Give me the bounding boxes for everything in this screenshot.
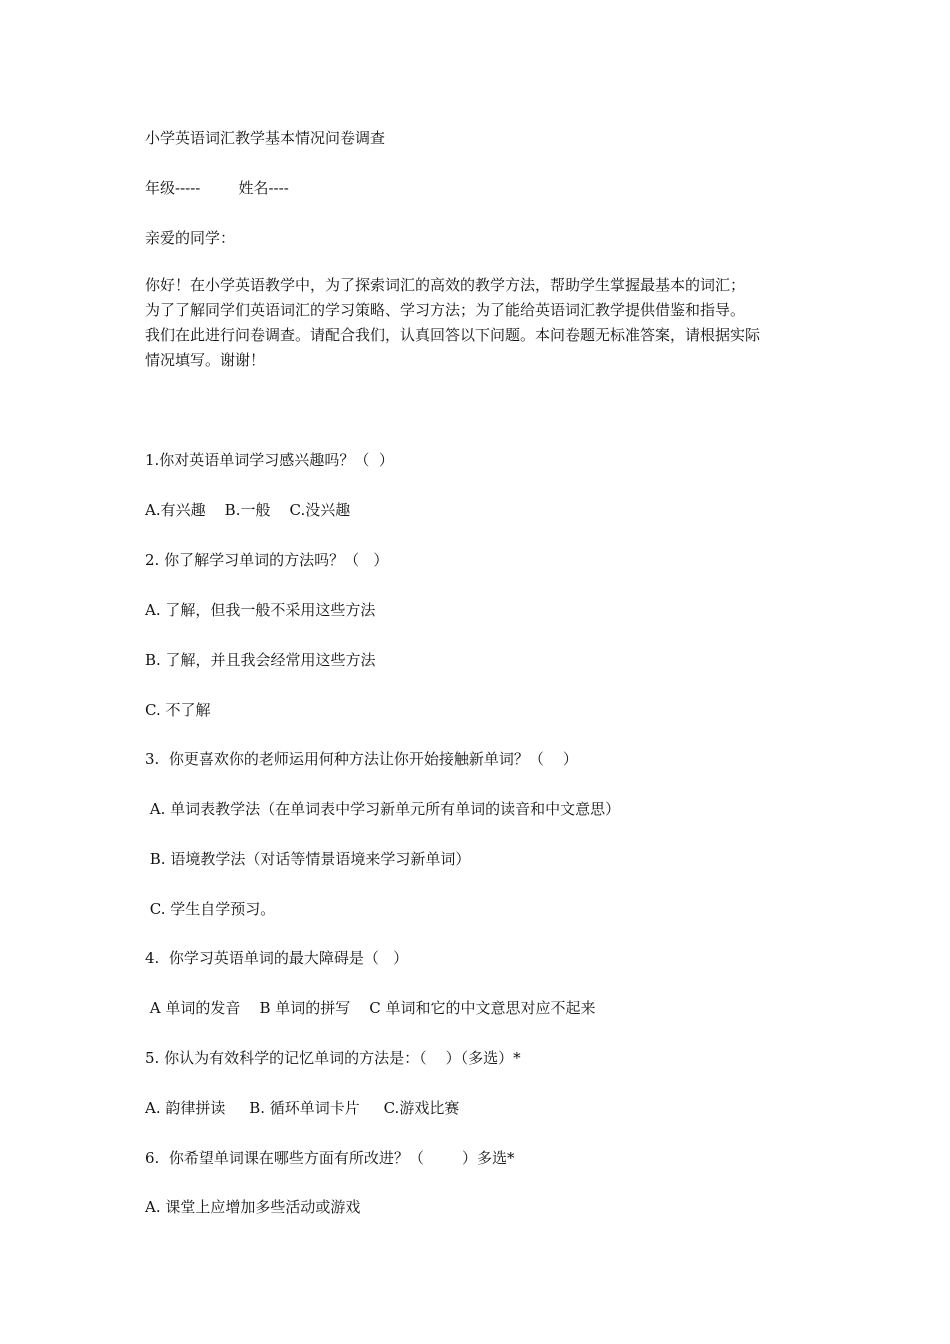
intro-line: 情况填写。谢谢！ — [145, 351, 266, 369]
document-title: 小学英语词汇教学基本情况问卷调查 — [145, 129, 386, 147]
question-3-option-b: B. 语境教学法（对话等情景语境来学习新单词） — [145, 850, 471, 868]
question-5-options: A. 韵律拼读 B. 循环单词卡片 C.游戏比赛 — [145, 1099, 460, 1117]
question-3-option-c: C. 学生自学预习。 — [145, 900, 276, 918]
question-4: 4. 你学习英语单词的最大障碍是（ ） — [145, 949, 409, 967]
grade-name-line: 年级----- 姓名---- — [145, 179, 289, 197]
intro-line: 我们在此进行问卷调查。请配合我们，认真回答以下问题。本问卷题无标准答案，请根据实际 — [145, 326, 761, 344]
question-5: 5. 你认为有效科学的记忆单词的方法是：（ ）（多选）* — [145, 1049, 521, 1067]
question-2-option-c: C. 不了解 — [145, 701, 211, 719]
intro-line: 你好！在小学英语教学中，为了探索词汇的高效的教学方法，帮助学生掌握最基本的词汇； — [145, 276, 746, 294]
question-4-options: A 单词的发音 B 单词的拼写 C 单词和它的中文意思对应不起来 — [145, 999, 596, 1017]
question-2-option-a: A. 了解，但我一般不采用这些方法 — [145, 601, 376, 619]
question-3-option-a: A. 单词表教学法（在单词表中学习新单元所有单词的读音和中文意思） — [145, 800, 621, 818]
intro-line: 为了了解同学们英语词汇的学习策略、学习方法；为了能给英语词汇教学提供借鉴和指导。 — [145, 301, 746, 319]
question-3: 3. 你更喜欢你的老师运用何种方法让你开始接触新单词？（ ） — [145, 750, 578, 768]
intro-paragraph — [145, 273, 815, 373]
question-2: 2. 你了解学习单词的方法吗？（ ） — [145, 551, 389, 569]
question-2-option-b: B. 了解，并且我会经常用这些方法 — [145, 651, 376, 669]
greeting: 亲爱的同学： — [145, 229, 236, 247]
question-1: 1.你对英语单词学习感兴趣吗？（ ） — [145, 451, 394, 469]
question-1-options: A.有兴趣 B.一般 C.没兴趣 — [145, 501, 351, 519]
question-6-option-a: A. 课堂上应增加多些活动或游戏 — [145, 1198, 361, 1216]
question-6: 6. 你希望单词课在哪些方面有所改进？（ ）多选* — [145, 1149, 515, 1167]
